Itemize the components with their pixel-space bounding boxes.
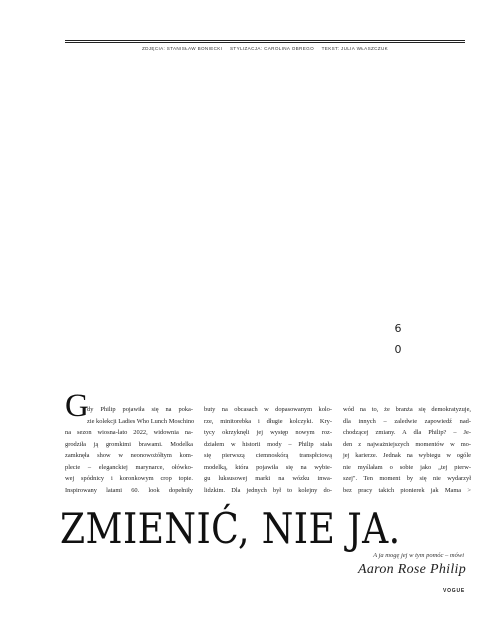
signature: Aaron Rose Philip — [357, 562, 466, 577]
body-line: zamknęła show w neonowożółtym kom- — [65, 452, 193, 459]
credit-text: TEKST: JULIA WŁASZCZUK — [321, 46, 389, 51]
body-line: den z najważniejszych momentów w mo- — [343, 440, 471, 448]
page-number — [391, 318, 405, 360]
article-column-2 — [204, 404, 332, 496]
body-line: zie kolekcji Ladies Who Lunch Moschino — [87, 417, 195, 425]
body-line: chodzącej zmiany. A dla Philip? – Je- — [343, 429, 471, 436]
body-line: rze, minitorebka i długie kolczyki. Kry- — [204, 417, 332, 425]
body-line: jej karierze. Jednak na wybiegu w ogóle — [343, 452, 471, 459]
brand-logo: VOGUE — [442, 588, 465, 594]
body-line: bez pracy takich pionierek jak Mama > — [343, 486, 471, 494]
body-line: szej". Ten moment by się nie wydarzył — [343, 475, 471, 482]
body-line: plecie – eleganckiej marynarce, ołówko- — [65, 463, 193, 471]
body-line: tycy okrzyknęli jej występ nowym roz- — [204, 429, 332, 436]
body-line: wej spódnicy i koronkowym crop topie. — [65, 475, 193, 482]
credits-line — [65, 46, 465, 51]
body-line: na sezon wiosna-lato 2022, widownia na- — [65, 429, 193, 436]
top-rule-thin — [65, 42, 465, 43]
pull-quote: A ja mogę jej w tym pomóc – mówi — [373, 552, 464, 559]
drop-cap: G — [65, 388, 89, 424]
credit-photos: ZDJĘCIA: STANISŁAW BONIECKI — [141, 46, 223, 51]
body-line: Inspirowany latami 60. look dopełniły — [65, 486, 193, 494]
body-line: wód na to, że branża się demokratyzuje, — [343, 406, 471, 413]
body-line: działem w historii mody – Philip stała — [204, 440, 332, 448]
page-number-digit: 0 — [394, 343, 402, 356]
page-number-digit: 6 — [394, 322, 402, 335]
headline: ZMIENIĆ, NIE JA. — [60, 504, 401, 553]
body-line: grodziła ją gromkimi brawami. Modelka — [65, 440, 193, 448]
credit-styling: STYLIZACJA: CAROLINA OBREGO — [230, 46, 314, 51]
article-column-1 — [65, 388, 195, 496]
body-line: buty na obcasach w dopasowanym kolo- — [204, 406, 332, 413]
top-rule — [65, 40, 465, 41]
article-column-3 — [343, 404, 471, 496]
body-line: modelką, która pojawiła się na wybie- — [204, 463, 332, 471]
body-line: nie myślałam o sobie jako „tej pierw- — [343, 463, 471, 471]
body-line: dla innych – zaledwie zapowiedź nad- — [343, 417, 471, 425]
body-line: dy Philip pojawiła się na poka- — [87, 406, 193, 413]
body-line: gu luksusowej marki na wózku inwa- — [204, 475, 332, 482]
body-line: lidzkim. Dla jednych był to kolejny do- — [204, 486, 332, 494]
body-line: się pierwszą ciemnoskórą transpłciową — [204, 452, 332, 459]
